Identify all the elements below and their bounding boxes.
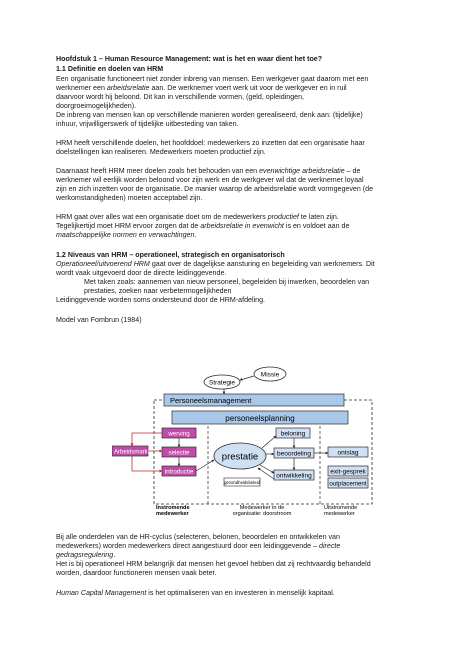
paragraph-line: Bij alle onderdelen van de HR-cyclus (selecteren, belonen, beoordelen en ontwikkelen van [56, 533, 340, 541]
arrow [262, 436, 276, 448]
caption-uitstromende: Uitstromende [324, 505, 358, 511]
paragraph-line: werknemer wil eerlijk worden beloond voor zijn werk en de werkgever wil dat de werknemer loyaal [56, 176, 364, 184]
paragraph-line: doorgroeimogelijkheden). [56, 102, 137, 110]
chapter-heading: Hoofdstuk 1 – Human Resource Management: wat is het en waar dient het toe? [56, 55, 323, 63]
ontslag-label: ontslag [337, 449, 359, 457]
paragraph-line: Operationeel/uitvoerend HRM gaat over de dagelijkse aansturing en begeleiding van werknemers. Dit [56, 260, 375, 268]
caption-instromende: Instromende [156, 505, 190, 511]
paragraph-line: maatschappelijke normen en verwachtingen. [56, 231, 197, 239]
paragraph-line: daarvoor wordt hij beloond. Dit kan in verschillende vormen, (geld, opleidingen, [56, 93, 305, 101]
caption-doorstroom-2: organisatie: doorstroom [232, 511, 292, 516]
caption-doorstroom: Medewerker in de [239, 505, 285, 511]
exit-gesprek-label: exit-gesprek [330, 468, 366, 476]
personeelsmanagement-label: Personeelsmanagement [170, 396, 252, 405]
paragraph-line: Tegelijkertijd moet HRM ervoor zorgen dat de arbeidsrelatie in evenwicht is en voldoet aan de [56, 222, 350, 230]
werving-label: werving [168, 430, 190, 438]
paragraph-line: werknemer een arbeidsrelatie aan. De werknemer voert werk uit voor de werkgever en in ruil [56, 84, 347, 92]
paragraph-line: Leidinggevende worden soms ondersteund door de HRM-afdeling. [56, 296, 266, 304]
paragraph-line: doelstellingen kan realiseren. Medewerkers moeten productief zijn. [56, 148, 266, 156]
beloning-label: beloning [280, 430, 306, 438]
arrow [196, 460, 214, 471]
paragraph-line: HRM gaat over alles wat een organisatie doet om de medewerkers productief te laten zijn. [56, 213, 339, 221]
prestatie-label: prestatie [221, 451, 259, 463]
paragraph-line: Daarnaast heeft HRM meer doelen zoals het behouden van een evenwichtige arbeidsrelatie – de [56, 167, 361, 175]
red-arrow [132, 433, 162, 446]
outplacement-label: outplacement [329, 480, 367, 488]
red-arrow [132, 456, 162, 471]
section-heading-1-1: 1.1 Definitie en doelen van HRM [56, 65, 164, 73]
arrow [258, 468, 274, 479]
personeelsplanning-label: personeelsplanning [225, 414, 295, 423]
paragraph-line: werkomstandigheden) moeten acceptabel zijn. [56, 194, 203, 202]
paragraph-line: Een organisatie functioneert niet zonder inbreng van mensen. Een werkgever gaat daarom met een [56, 75, 369, 83]
strategie-label: Strategie [208, 379, 236, 387]
paragraph-line: Human Capital Management is het optimaliseren van en investeren in menselijk kapitaal. [56, 589, 335, 597]
paragraph-line: Het is bij operationeel HRM belangrijk dat mensen het gevoel hebben dat zij rechtvaardig behandeld [56, 560, 371, 568]
fombrun-model-diagram [112, 366, 412, 516]
arbeidsmarkt-label: Arbeidsmarkt [114, 449, 150, 456]
section-heading-1-2: 1.2 Niveaus van HRM – operationeel, strategisch en organisatorisch [56, 251, 285, 259]
paragraph-line: inhuur, vrijwilligerswerk of tijdelijke uitbesteding van taken. [56, 120, 239, 128]
paragraph-line: gedragsregulering. [56, 551, 116, 559]
gezondheidsbeleid-label: gezondheidsbeleid [224, 480, 260, 485]
paragraph-line: zijn en zich inzetten voor de organisatie. De manier waarop de arbeidsrelatie wordt vormgegeven (de [56, 185, 374, 193]
model-title: Model van Fombrun (1984) [56, 316, 142, 324]
paragraph-line: De inbreng van mensen kan op verschillende manieren worden gerealiseerd, denk aan: (tijdelijke) [56, 111, 363, 119]
paragraph-line: medewerkers) worden medewerkers direct aangestuurd door een leidinggevende – directe [56, 542, 341, 550]
arrow [240, 376, 254, 380]
selectie-label: selectie [168, 449, 190, 457]
paragraph-line: wordt vaak uitgevoerd door de directe leidinggevende. [56, 269, 227, 277]
paragraph-line: worden, daardoor functioneren mensen vaak beter. [56, 569, 217, 577]
caption-uitstromende-2: medewerker [324, 511, 355, 516]
paragraph-line: HRM heeft verschillende doelen, het hoofddoel: medewerkers zo inzetten dat een organisatie haar [56, 139, 365, 147]
paragraph-line: prestaties, zoeken naar verbetermogelijkheden [84, 287, 232, 295]
missie-label: Missie [260, 371, 280, 379]
ontwikkeling-label: ontwikkeling [276, 472, 312, 480]
caption-instromende-2: medewerker [156, 511, 189, 516]
paragraph-line: Met taken zoals: aannemen van nieuw personeel, begeleiden bij inwerken, beoordelen van [84, 278, 370, 286]
arrow [260, 465, 274, 473]
beoordeling-label: beoordeling [277, 450, 311, 458]
introductie-label: introductie [164, 468, 194, 476]
